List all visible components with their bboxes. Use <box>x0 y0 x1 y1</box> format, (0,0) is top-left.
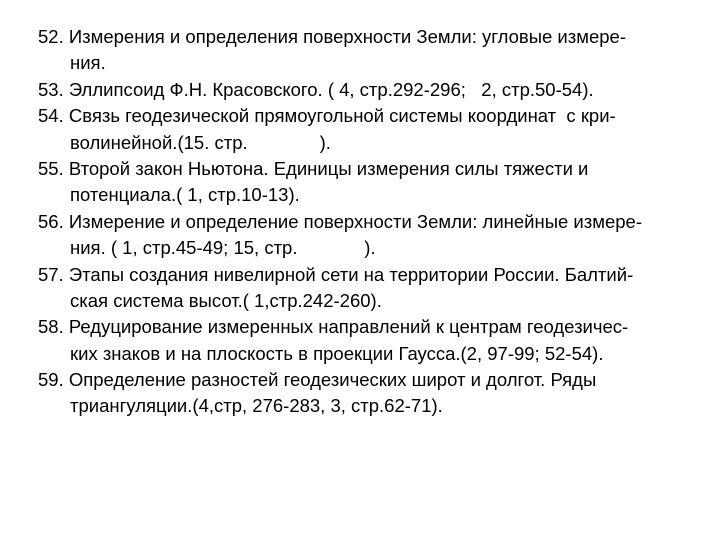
list-item-55 <box>38 156 698 209</box>
item-text-continuation: ская система высот.( 1,стр.242-260). <box>70 289 382 311</box>
question-list <box>38 24 698 420</box>
item-number: 56. <box>38 210 64 232</box>
item-text: Определение разностей геодезических широт и долгот. Ряды <box>68 369 597 391</box>
list-item-first-line <box>38 209 698 235</box>
item-text: Этапы создания нивелирной сети на территории России. Балтий- <box>68 263 634 285</box>
item-number: 52. <box>38 26 64 47</box>
list-item-first-line <box>38 314 698 340</box>
item-text: Второй закон Ньютона. Единицы измерения силы тяжести и <box>68 157 589 179</box>
list-item-59 <box>38 367 698 420</box>
item-text: Связь геодезической прямоугольной системы координат с кри- <box>68 105 616 127</box>
list-item-first-line <box>38 262 698 288</box>
item-number: 54. <box>38 105 64 127</box>
list-item-52 <box>38 24 698 77</box>
item-number: 58. <box>38 316 64 338</box>
item-text: Редуцирование измеренных направлений к центрам геодезичес- <box>68 316 629 338</box>
item-text-continuation: ния. ( 1, стр.45-49; 15, стр. ). <box>70 237 376 259</box>
item-text: Эллипсоид Ф.Н. Красовского. ( 4, стр.292-296; 2, стр.50-54). <box>68 78 594 100</box>
item-text: Измерение и определение поверхности Земли: линейные измере- <box>68 210 642 232</box>
list-item-first-line <box>38 24 698 50</box>
list-item-54 <box>38 103 698 156</box>
list-item-first-line <box>38 103 698 129</box>
item-number: 55. <box>38 157 64 179</box>
list-item-58 <box>38 314 698 367</box>
item-text-continuation: потенциала.( 1, стр.10-13). <box>70 184 300 206</box>
item-text-continuation: ких знаков и на плоскость в проекции Гаусса.(2, 97-99; 52-54). <box>70 342 604 364</box>
list-item-first-line <box>38 77 698 103</box>
item-text-continuation: ния. <box>70 52 106 74</box>
item-number: 57. <box>38 263 64 285</box>
list-item-first-line <box>38 367 698 393</box>
list-item-56 <box>38 209 698 262</box>
list-item-53 <box>38 77 698 103</box>
item-text: Измерения и определения поверхности Земли: угловые измере- <box>68 26 626 47</box>
item-text-continuation: волинейной.(15. стр. ). <box>70 131 331 153</box>
item-text-continuation: триангуляции.(4,стр, 276-283, 3, стр.62-71). <box>70 395 443 417</box>
list-item-57 <box>38 262 698 315</box>
item-number: 59. <box>38 369 64 391</box>
item-number: 53. <box>38 78 64 100</box>
list-item-first-line <box>38 156 698 182</box>
